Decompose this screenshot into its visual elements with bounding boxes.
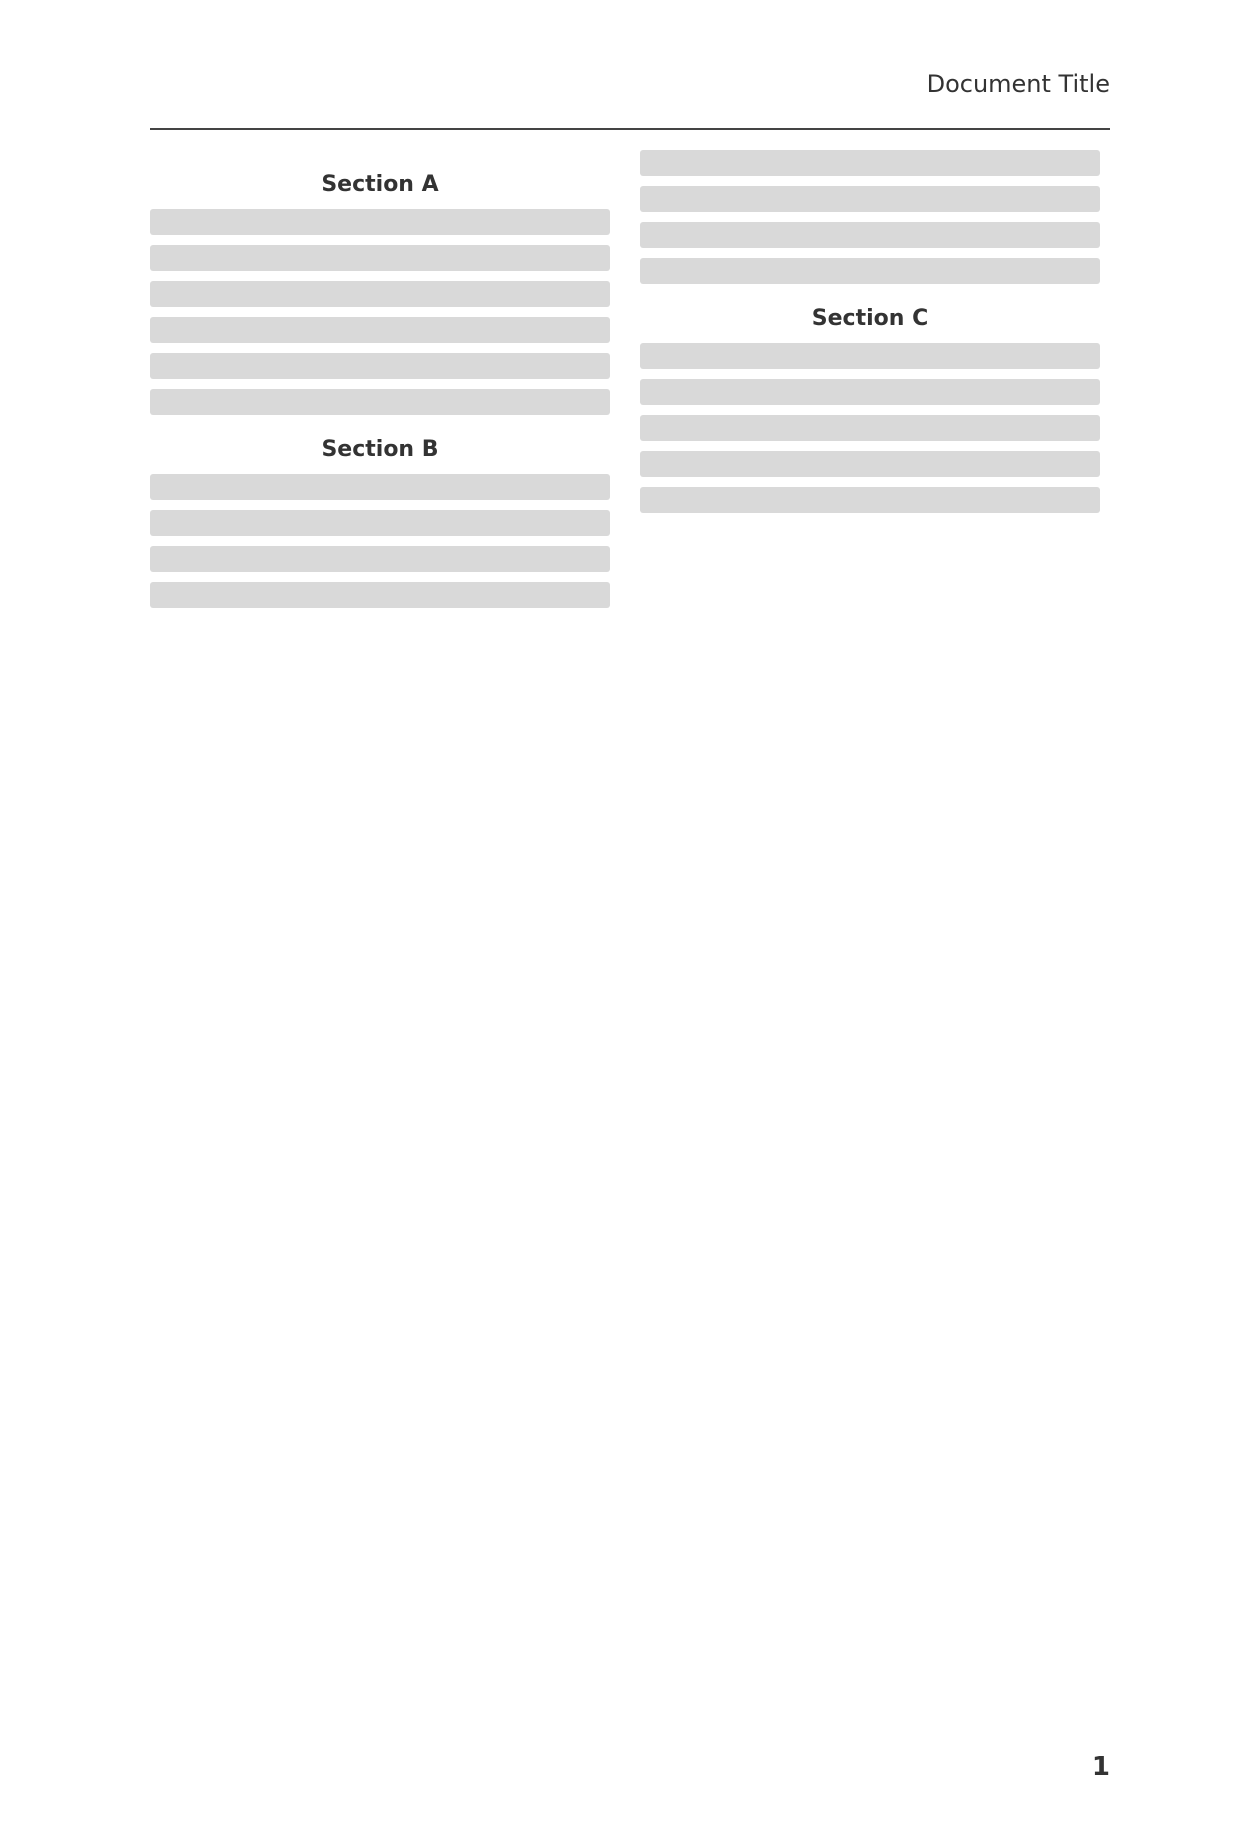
text-line — [640, 258, 1100, 284]
right-column — [640, 150, 1100, 523]
text-line — [640, 150, 1100, 176]
page-number: 1 — [1091, 1752, 1110, 1782]
section-title: Section B — [321, 437, 439, 462]
text-line — [640, 379, 1100, 405]
text-line — [150, 317, 610, 343]
text-line — [150, 209, 610, 235]
section-title: Section C — [811, 306, 929, 331]
text-line — [640, 487, 1100, 513]
text-line — [640, 415, 1100, 441]
text-line — [640, 222, 1100, 248]
text-line — [150, 474, 610, 500]
text-line — [150, 389, 610, 415]
text-line — [150, 281, 610, 307]
text-line — [640, 186, 1100, 212]
text-line — [150, 546, 610, 572]
header-rule — [150, 128, 1110, 130]
text-line — [150, 582, 610, 608]
text-line — [150, 245, 610, 271]
text-line — [640, 451, 1100, 477]
text-line — [640, 343, 1100, 369]
left-column — [150, 150, 610, 618]
page-header: Document Title — [926, 70, 1110, 98]
section-title: Section A — [321, 172, 439, 197]
text-line — [150, 510, 610, 536]
text-line — [150, 353, 610, 379]
